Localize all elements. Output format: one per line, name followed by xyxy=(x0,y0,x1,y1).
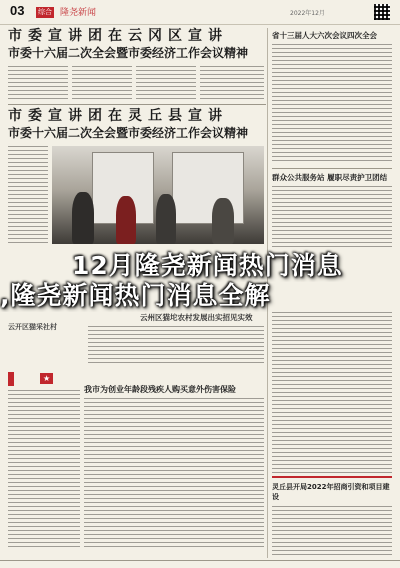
text-column xyxy=(88,326,264,366)
text-column xyxy=(272,506,392,558)
text-column xyxy=(84,398,264,548)
headline-1-line-2: 市委十六届二次全会暨市委经济工作会议精神 xyxy=(8,46,249,60)
headline-2-line-2: 市委十六届二次全会暨市委经济工作会议精神 xyxy=(8,126,249,140)
section-badge: 综合 xyxy=(38,8,52,16)
section-stamp: ★ xyxy=(40,373,53,384)
village-headline: 云州区猫坨农村发展出实招见实效 xyxy=(140,313,253,322)
text-column xyxy=(272,312,392,476)
section-marker xyxy=(8,372,14,386)
headline-2-block xyxy=(8,108,266,142)
main-column xyxy=(8,28,266,62)
text-column xyxy=(72,66,132,102)
headline-2-line-1: 市委宣讲团在灵丘县宣讲 xyxy=(8,108,228,124)
text-column xyxy=(8,66,68,102)
divider xyxy=(8,104,266,105)
page-number: 03 xyxy=(10,3,25,18)
text-column xyxy=(8,146,48,246)
paper-logo: 隆尧新闻 xyxy=(60,8,97,18)
text-column xyxy=(8,390,80,550)
right-top-headline: 省十三届人大六次会议四次全会 xyxy=(272,31,377,40)
photo-person xyxy=(156,194,176,244)
photo-person xyxy=(116,196,136,244)
right-mid-headline: 群众公共服务站 履职尽责护卫团结 xyxy=(272,173,388,182)
text-column xyxy=(272,186,392,250)
text-column xyxy=(136,66,196,102)
masthead xyxy=(0,0,400,25)
headline-1-line-1: 市委宣讲团在云冈区宣讲 xyxy=(8,28,228,44)
left-section-headline: 云开区猫采社村 xyxy=(8,323,57,331)
employment-headline: 我市为创业年龄段残疾人购买意外伤害保险 xyxy=(84,385,236,394)
overlay-line-2: ,隆尧新闻热门消息全解 xyxy=(0,281,271,310)
title-overlay xyxy=(0,246,400,308)
text-column xyxy=(200,66,264,102)
date-line: 2022年12月 xyxy=(290,10,325,17)
right-bottom-headline: 灵丘县开局2022年招商引资和项目建设 xyxy=(272,483,390,501)
text-column xyxy=(272,44,392,164)
overlay-line-1: 12月隆尧新闻热门消息 xyxy=(72,251,343,280)
news-photo xyxy=(52,146,264,244)
divider xyxy=(272,168,392,169)
accent-rule xyxy=(272,476,392,478)
footer-rule xyxy=(0,560,400,561)
photo-person xyxy=(212,198,234,244)
photo-person xyxy=(72,192,94,244)
qr-code-icon xyxy=(374,4,390,20)
